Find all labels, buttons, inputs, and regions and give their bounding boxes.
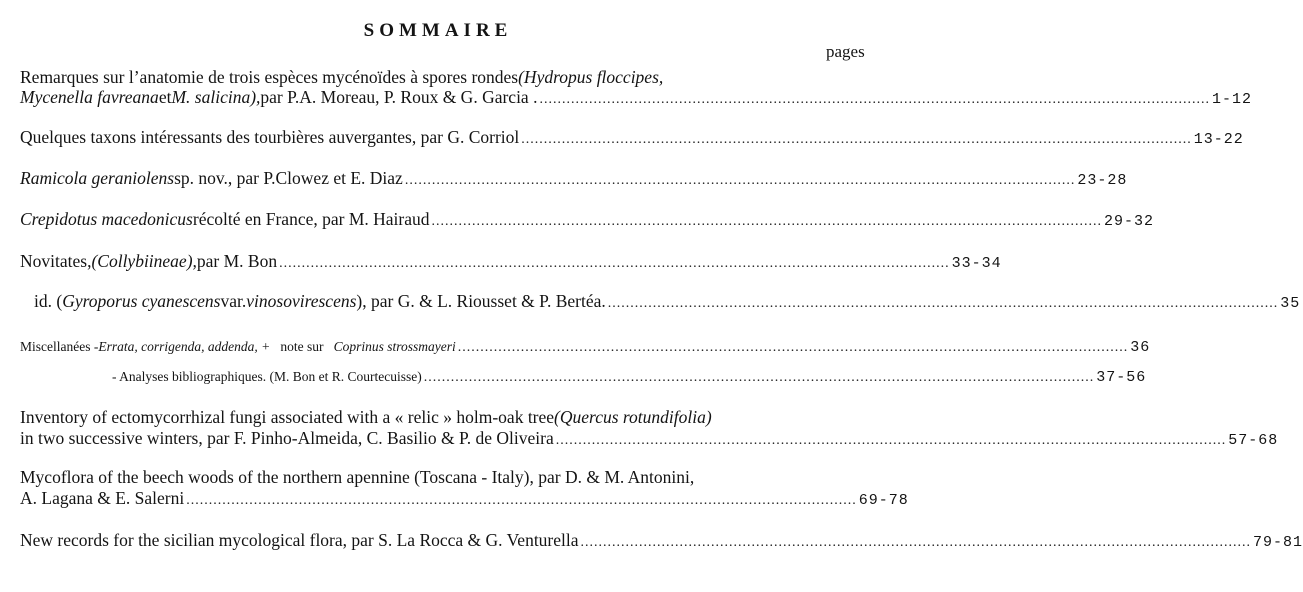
entry-text: note sur — [270, 339, 334, 354]
toc-entry-11 — [20, 530, 1303, 553]
page-range: 13-22 — [1193, 131, 1244, 148]
entry-text-italic: Ramicola geraniolens — [20, 168, 175, 188]
entry-text: var. — [220, 291, 247, 311]
pages-column-header: pages — [826, 42, 865, 61]
toc-entry-8 — [112, 367, 1147, 388]
entry-text: Quelques taxons intéressants des tourbières auvergantes, par G. Corriol — [20, 127, 520, 147]
dot-leader: ..................................................................................................................................................... — [580, 535, 1252, 550]
entry-text: Inventory of ectomycorrhizal fungi associated with a « relic » holm-oak tree — [20, 407, 555, 427]
entry-text: Remarques sur l’anatomie de trois espèces mycénoïdes à spores rondes — [20, 67, 519, 87]
dot-leader: ..................................................................................................................................................... — [555, 433, 1227, 448]
page-range: 37-56 — [1096, 369, 1147, 386]
entry-text-italic: (Quercus rotundifolia) — [554, 407, 712, 427]
dot-leader: ..................................................................................................................................................... — [279, 256, 950, 271]
page-title: SOMMAIRE — [363, 20, 513, 41]
page-range: 36 — [1130, 339, 1151, 356]
entry-text: par P.A. Moreau, P. Roux & G. Garcia . — [260, 87, 538, 107]
toc-entry-6 — [34, 291, 1301, 314]
entry-text: ), par G. & L. Riousset & P. Bertéa. — [356, 291, 606, 311]
page-range: 57-68 — [1228, 432, 1279, 449]
toc-entry-10-line-1 — [20, 467, 694, 487]
entry-text: Novitates, — [20, 251, 92, 271]
entry-text: Miscellanées - — [20, 339, 99, 354]
entry-text-italic: Coprinus strossmayeri — [333, 339, 456, 354]
toc-entry-9-line-1 — [20, 407, 712, 427]
entry-text: Mycoflora of the beech woods of the northern apennine (Toscana - Italy), par D. & M. Antonini, — [20, 467, 695, 487]
entry-text-italic: Errata, corrigenda, addenda, + — [98, 339, 271, 354]
page-range: 29-32 — [1104, 213, 1155, 230]
toc-entry-7 — [20, 337, 1151, 358]
toc-entry-5 — [20, 251, 1002, 274]
entry-text: - Analyses bibliographiques. (M. Bon et R. Courtecuisse) — [112, 369, 422, 384]
toc-entry-3 — [20, 168, 1128, 191]
entry-text: New records for the sicilian mycological flora, par S. La Rocca & G. Venturella — [20, 530, 579, 550]
toc-entry-2 — [20, 127, 1244, 150]
page-range: 33-34 — [951, 255, 1002, 272]
entry-text: sp. nov., par P.Clowez et E. Diaz — [174, 168, 403, 188]
entry-text-italic: (Collybiineae), — [91, 251, 197, 271]
dot-leader: ..................................................................................................................................................... — [404, 173, 1076, 188]
page-range: 35 — [1280, 295, 1301, 312]
dot-leader: ..................................................................................................................................................... — [186, 493, 857, 508]
page-range: 1-12 — [1211, 91, 1252, 108]
entry-text: in two successive winters, par F. Pinho-Almeida, C. Basilio & P. de Oliveira — [20, 428, 554, 448]
toc-entry-9-line-2 — [20, 428, 1279, 451]
entry-text-italic: (Hydropus floccipes, — [518, 67, 664, 87]
entry-text: par M. Bon — [196, 251, 278, 271]
page-range: 23-28 — [1077, 172, 1128, 189]
dot-leader: ..................................................................................................................................................... — [607, 296, 1279, 311]
entry-text: A. Lagana & E. Salerni — [20, 488, 185, 508]
dot-leader: ..................................................................................................................................................... — [431, 214, 1103, 229]
entry-text: et — [158, 87, 172, 107]
toc-entry-4 — [20, 209, 1155, 232]
entry-text-italic: Mycenella favreana — [20, 87, 159, 107]
page-range: 79-81 — [1253, 534, 1303, 551]
entry-text: id. ( — [34, 291, 63, 311]
dot-leader: ..................................................................................................................................................... — [521, 132, 1192, 147]
dot-leader: ..................................................................................................................................................... — [539, 92, 1210, 107]
entry-text-italic: Crepidotus macedonicus — [20, 209, 193, 229]
entry-text: récolté en France, par M. Hairaud — [192, 209, 430, 229]
toc-entry-10-line-2 — [20, 488, 909, 511]
entry-text-italic: Gyroporus cyanescens — [62, 291, 221, 311]
entry-text-italic: M. salicina), — [171, 87, 261, 107]
page-range: 69-78 — [858, 492, 909, 509]
toc-entry-1-line-1 — [20, 67, 663, 87]
toc-entry-1-line-2 — [20, 87, 1252, 110]
dot-leader: ..................................................................................................................................................... — [457, 340, 1129, 355]
dot-leader: ..................................................................................................................................................... — [423, 370, 1095, 385]
entry-text-italic: vinosovirescens — [246, 291, 357, 311]
